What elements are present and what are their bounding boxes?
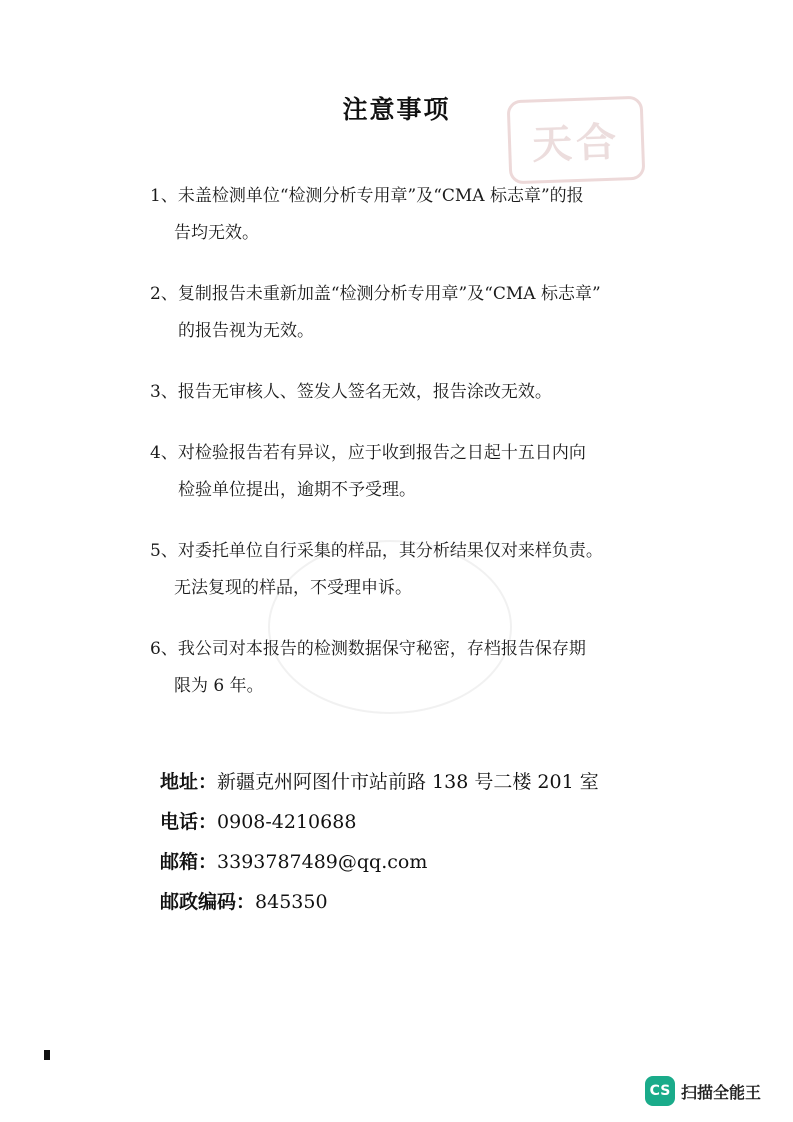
postcode-value: 845350 (255, 891, 328, 913)
scan-edge-mark (44, 1050, 50, 1060)
note-line: 6、我公司对本报告的检测数据保守秘密，存档报告保存期 (150, 639, 586, 659)
note-line: 4、对检验报告若有异议，应于收到报告之日起十五日内向 (150, 443, 586, 463)
phone-value: 0908-4210688 (217, 811, 357, 833)
address-value: 新疆克州阿图什市站前路 138 号二楼 201 室 (217, 771, 599, 793)
note-line: 1、未盖检测单位“检测分析专用章”及“CMA 标志章”的报 (150, 186, 584, 206)
note-line: 无法复现的样品，不受理申诉。 (174, 578, 412, 598)
faded-stamp: 天合 (507, 96, 646, 185)
phone-line (160, 802, 680, 842)
note-item (150, 374, 670, 411)
page-title: 注意事项 (342, 95, 451, 124)
postcode-label: 邮政编码： (160, 891, 256, 913)
note-item (150, 631, 670, 705)
note-item (150, 533, 670, 607)
scanner-app-name: 扫描全能王 (680, 1082, 761, 1102)
email-label: 邮箱： (160, 851, 218, 873)
note-line: 的报告视为无效。 (178, 321, 314, 341)
notes-list (150, 178, 670, 729)
note-line: 3、报告无审核人、签发人签名无效，报告涂改无效。 (150, 382, 552, 402)
email-value: 3393787489@qq.com (217, 851, 428, 873)
note-line: 5、对委托单位自行采集的样品，其分析结果仅对来样负责。 (150, 541, 603, 561)
phone-label: 电话： (160, 811, 218, 833)
note-line: 告均无效。 (174, 223, 259, 243)
scanner-watermark (645, 1076, 761, 1106)
postcode-line (160, 882, 680, 922)
note-item (150, 178, 670, 252)
note-line: 限为 6 年。 (174, 676, 264, 696)
address-label: 地址： (160, 771, 218, 793)
address-line (160, 762, 680, 802)
email-line (160, 842, 680, 882)
note-line: 2、复制报告未重新加盖“检测分析专用章”及“CMA 标志章” (150, 284, 601, 304)
note-item (150, 276, 670, 350)
contact-block (160, 762, 680, 922)
note-line: 检验单位提出，逾期不予受理。 (178, 480, 416, 500)
camscanner-logo-icon: CS (645, 1076, 675, 1106)
note-item (150, 435, 670, 509)
